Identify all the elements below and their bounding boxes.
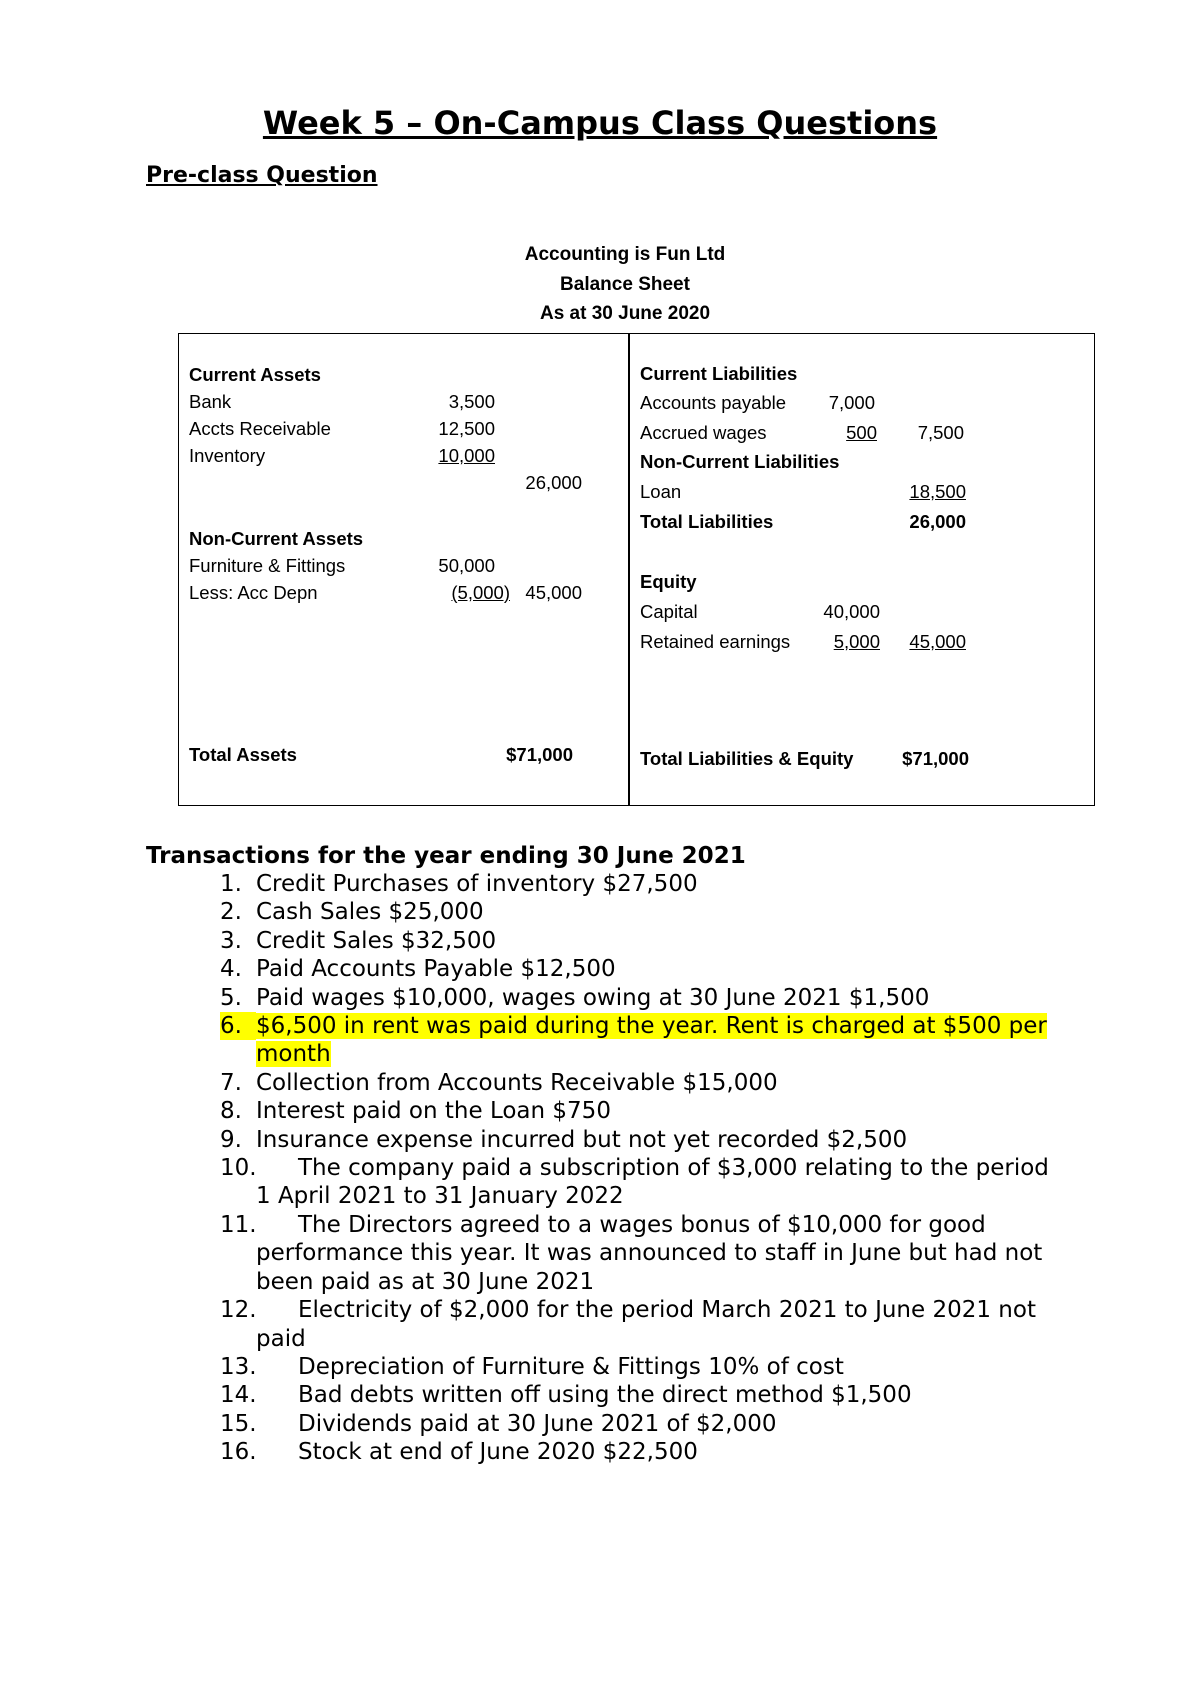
transaction-item: [0, 955, 1200, 983]
transactions-list: [0, 870, 1200, 1467]
transaction-text-content: Electricity of $2,000 for the period March 2021 to June 2021 not paid: [256, 1297, 1036, 1352]
transaction-text: [256, 1410, 1056, 1438]
transaction-item: [0, 1154, 1200, 1211]
transaction-text: [256, 898, 1056, 926]
accounts-payable-value: 7,000: [828, 392, 875, 413]
transaction-text-content: Bad debts written off using the direct method $1,500: [298, 1382, 912, 1409]
accts-receivable-label: Accts Receivable: [189, 418, 331, 439]
transaction-number: 9.: [220, 1126, 242, 1153]
transaction-item: [0, 1410, 1200, 1438]
transaction-text: [256, 1438, 1056, 1466]
transaction-text-content: The Directors agreed to a wages bonus of $10,000 for good performance this year. It was announced to staff in June but had not been paid as at 30 June 2021: [256, 1211, 1043, 1295]
transaction-item: [0, 1381, 1200, 1409]
transaction-item: [0, 1069, 1200, 1097]
balance-sheet-header: [0, 240, 1200, 329]
transactions-heading: Transactions for the year ending 30 June 2021: [146, 843, 746, 869]
non-current-liabilities-heading: Non-Current Liabilities: [640, 451, 840, 472]
furniture-fittings-value: 50,000: [438, 555, 495, 576]
statement-name: Balance Sheet: [560, 273, 690, 295]
current-assets-subtotal: 26,000: [525, 472, 582, 493]
company-name: Accounting is Fun Ltd: [524, 244, 726, 265]
transaction-number: 4.: [220, 956, 242, 983]
transaction-number: 7.: [220, 1069, 242, 1096]
non-current-assets-net: 45,000: [525, 582, 582, 603]
transaction-text-content: Insurance expense incurred but not yet recorded $2,500: [256, 1126, 908, 1153]
section-heading: Pre-class Question: [146, 163, 378, 188]
transaction-item: [0, 1012, 1200, 1069]
transaction-number: 8.: [220, 1098, 242, 1125]
transaction-item: [0, 870, 1200, 898]
transaction-number: 12.: [220, 1297, 257, 1324]
acc-depn-value: (5,000): [451, 582, 510, 603]
inventory-label: Inventory: [189, 445, 266, 466]
transaction-text-content: Collection from Accounts Receivable $15,000: [256, 1069, 778, 1096]
transaction-text: [256, 1353, 1056, 1381]
transaction-text-content: Paid Accounts Payable $12,500: [256, 956, 616, 983]
transaction-text-content: Credit Sales $32,500: [256, 927, 497, 954]
transaction-number: 6.: [220, 1012, 256, 1040]
statement-date: As at 30 June 2020: [539, 303, 711, 324]
balance-sheet-divider: [628, 333, 630, 806]
transaction-item: [0, 984, 1200, 1012]
transaction-text-content: Cash Sales $25,000: [256, 899, 484, 926]
transaction-number: 14.: [220, 1382, 257, 1409]
loan-label: Loan: [640, 481, 682, 502]
page-title: Week 5 – On-Campus Class Questions: [262, 104, 938, 142]
transaction-number: 13.: [220, 1353, 257, 1380]
transaction-number: 11.: [220, 1211, 257, 1238]
transaction-number: 10.: [220, 1155, 257, 1182]
retained-earnings-value: 5,000: [833, 631, 880, 652]
transaction-text: [256, 1381, 1056, 1409]
transaction-text-content: Paid wages $10,000, wages owing at 30 June 2021 $1,500: [256, 984, 930, 1011]
current-liabilities-heading: Current Liabilities: [640, 363, 798, 384]
transaction-text: [256, 870, 1056, 898]
transaction-text-content: $6,500 in rent was paid during the year. Rent is charged at $500 per month: [256, 1013, 1047, 1068]
transaction-text: [256, 1296, 1056, 1353]
current-liabilities-subtotal: 7,500: [917, 422, 964, 443]
equity-total: 45,000: [909, 631, 966, 652]
transaction-text: [256, 1069, 1056, 1097]
transaction-item: [0, 1438, 1200, 1466]
total-liabilities-equity-value: $71,000: [902, 748, 969, 769]
non-current-assets-heading: Non-Current Assets: [189, 528, 364, 549]
transaction-text-content: Stock at end of June 2020 $22,500: [298, 1439, 698, 1466]
transaction-number: 16.: [220, 1439, 257, 1466]
transaction-item: [0, 1353, 1200, 1381]
total-assets-label: Total Assets: [189, 744, 297, 765]
accounts-payable-label: Accounts payable: [640, 392, 787, 413]
transaction-text-content: Interest paid on the Loan $750: [256, 1098, 611, 1125]
equity-heading: Equity: [640, 571, 697, 592]
inventory-value: 10,000: [438, 445, 495, 466]
transaction-number: 15.: [220, 1410, 257, 1437]
transaction-number: 1.: [220, 871, 242, 897]
bank-value: 3,500: [448, 391, 495, 412]
transaction-number: 5.: [220, 984, 242, 1011]
total-assets-value: $71,000: [506, 744, 573, 765]
current-assets-heading: Current Assets: [189, 364, 321, 385]
transaction-number: 3.: [220, 927, 242, 954]
transaction-item: [0, 898, 1200, 926]
transaction-text: [256, 1126, 1056, 1154]
bank-label: Bank: [189, 391, 232, 412]
transaction-text-content: Dividends paid at 30 June 2021 of $2,000: [298, 1410, 777, 1437]
accts-receivable-value: 12,500: [438, 418, 495, 439]
total-liabilities-label: Total Liabilities: [640, 511, 774, 532]
transaction-text: [256, 1211, 1056, 1296]
capital-label: Capital: [640, 601, 698, 622]
transaction-item: [0, 1211, 1200, 1296]
transaction-text: [256, 1097, 1056, 1125]
transaction-text: [256, 955, 1056, 983]
furniture-fittings-label: Furniture & Fittings: [189, 555, 346, 576]
total-liabilities-equity-label: Total Liabilities & Equity: [640, 748, 854, 769]
transaction-number: 2.: [220, 899, 242, 926]
total-liabilities-value: 26,000: [909, 511, 966, 532]
transaction-item: [0, 1097, 1200, 1125]
accrued-wages-label: Accrued wages: [640, 422, 767, 443]
transaction-text: [256, 984, 1056, 1012]
transaction-text: [256, 1012, 1056, 1069]
transaction-item: [0, 1126, 1200, 1154]
capital-value: 40,000: [823, 601, 880, 622]
transaction-text: [256, 927, 1056, 955]
transaction-text-content: Credit Purchases of inventory $27,500: [256, 871, 698, 897]
transaction-item: [0, 1296, 1200, 1353]
transaction-text-content: The company paid a subscription of $3,000 relating to the period 1 April 2021 to 31 January 2022: [256, 1155, 1049, 1210]
acc-depn-label: Less: Acc Depn: [189, 582, 318, 603]
loan-value: 18,500: [909, 481, 966, 502]
accrued-wages-value: 500: [846, 422, 877, 443]
retained-earnings-label: Retained earnings: [640, 631, 791, 652]
transaction-item: [0, 927, 1200, 955]
transaction-text: [256, 1154, 1056, 1211]
transaction-text-content: Depreciation of Furniture & Fittings 10% of cost: [298, 1353, 844, 1380]
